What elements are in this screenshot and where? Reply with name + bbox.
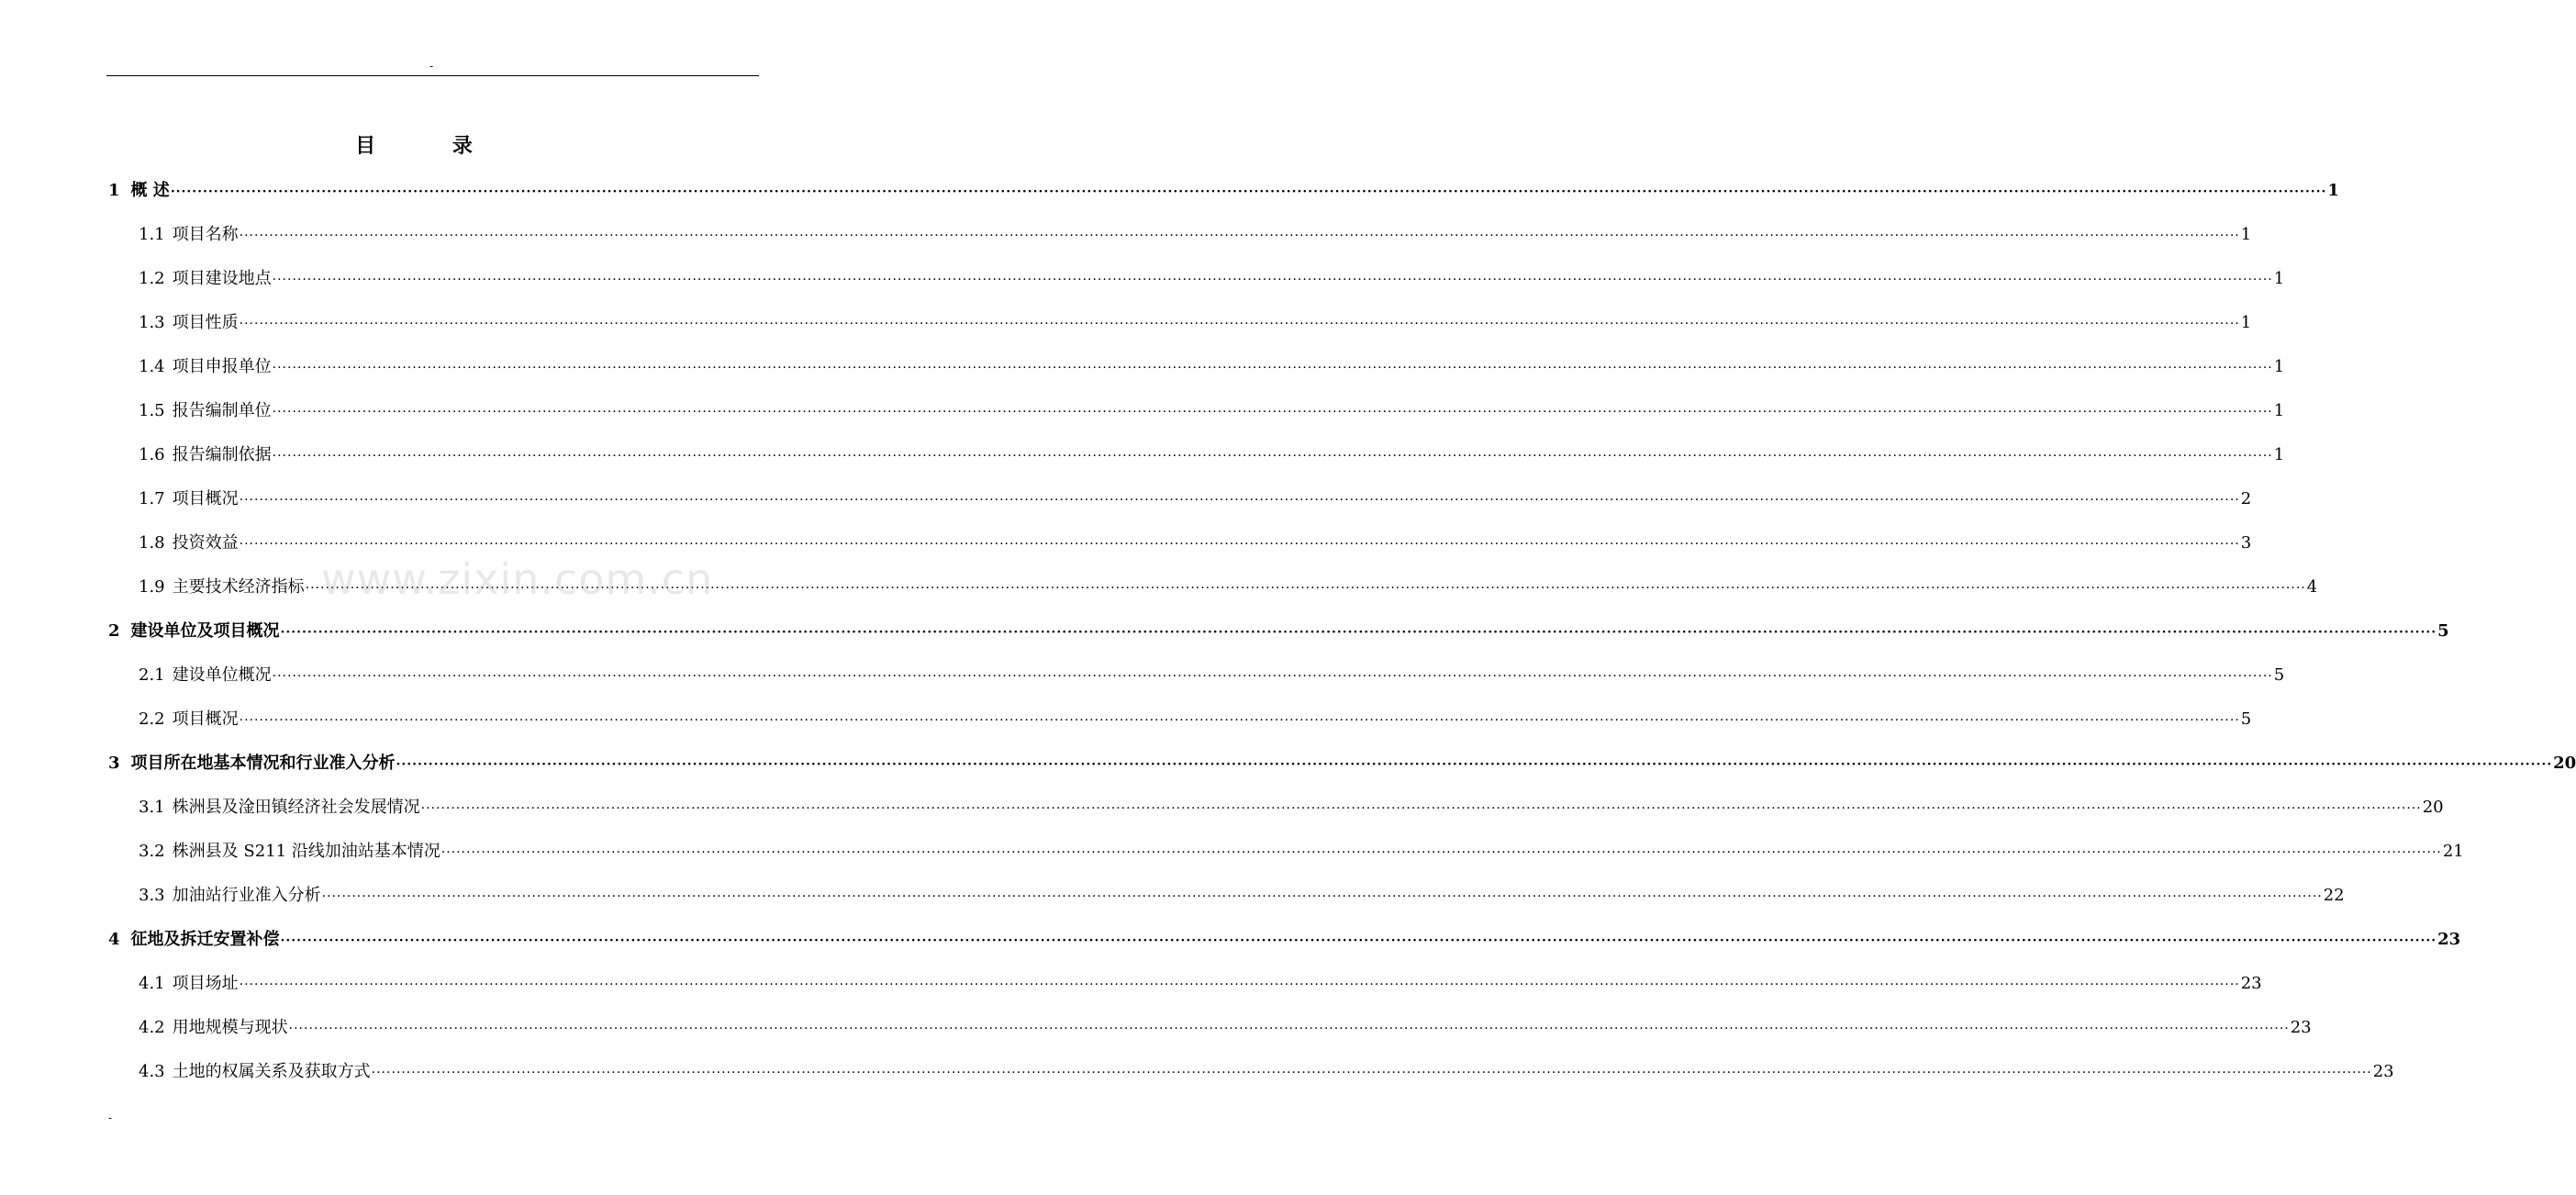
toc-dot-leader: ················································································································································································································································································································································································································ (170, 184, 2327, 199)
toc-entry-title (108, 180, 170, 202)
toc-entry-number: 1.3 (139, 313, 165, 332)
toc-entry-number: 2 (108, 621, 120, 641)
toc-dot-leader: ················································································································································································································································································································································································································ (272, 449, 2273, 463)
toc-dot-leader: ················································································································································································································································································································································································································ (396, 757, 2553, 772)
toc-page-number: 20 (2553, 754, 2576, 773)
toc-dot-leader: ················································································································································································································································································································································································································ (280, 625, 2437, 640)
toc-page-number: 2 (2240, 489, 2252, 508)
toc-entry-label: 加油站行业准入分析 (172, 886, 321, 905)
toc-page-number: 1 (2240, 313, 2252, 332)
toc-entry-title (139, 1017, 288, 1039)
toc-page-number: 23 (2240, 974, 2262, 993)
toc-page-number: 22 (2323, 886, 2345, 905)
toc-page-number: 23 (2290, 1018, 2312, 1037)
toc-entry-label: 主要技术经济指标 (172, 577, 305, 597)
toc-section-entry[interactable] (139, 1006, 2312, 1050)
toc-section-entry[interactable] (139, 389, 2285, 433)
toc-page-number: 1 (2273, 357, 2285, 376)
toc-entry-number: 3.1 (139, 798, 165, 817)
toc-section-entry[interactable] (139, 345, 2285, 389)
toc-entry-title (139, 268, 272, 290)
toc-entry-label: 建设单位概况 (172, 665, 272, 685)
toc-entry-label: 项目建设地点 (172, 269, 272, 288)
toc-dot-leader: ················································································································································································································································································································································································································ (239, 537, 2240, 552)
toc-entry-number: 1.7 (139, 489, 165, 508)
toc-entry-label: 项目性质 (172, 313, 239, 332)
toc-entry-label: 投资效益 (172, 533, 239, 553)
toc-page-number: 1 (2273, 401, 2285, 420)
toc-entry-number: 3.3 (139, 886, 165, 905)
toc-dot-leader: ················································································································································································································································································································································································································ (321, 889, 2323, 904)
toc-page-number: 21 (2442, 842, 2464, 861)
toc-entry-number: 2.1 (139, 665, 165, 685)
toc-entry-title (139, 841, 440, 863)
toc-entry-title (139, 973, 239, 995)
toc-entry-label: 株洲县及 S211 沿线加油站基本情况 (172, 842, 440, 861)
toc-chapter-entry[interactable] (108, 169, 2339, 213)
header-divider (106, 75, 759, 76)
toc-entry-title (139, 797, 420, 819)
toc-entry-label: 建设单位及项目概况 (130, 621, 280, 641)
toc-dot-leader: ················································································································································································································································································································································································································ (272, 273, 2273, 287)
toc-entry-title (139, 224, 239, 246)
toc-page-number: 1 (2240, 225, 2252, 244)
toc-entry-number: 1 (108, 181, 120, 200)
toc-section-entry[interactable] (139, 874, 2345, 918)
toc-section-entry[interactable] (139, 962, 2262, 1006)
toc-page-number: 4 (2306, 577, 2318, 597)
page-footer-mark: - (108, 1111, 113, 1124)
toc-page-number: 1 (2273, 445, 2285, 464)
toc-page-number: 23 (2437, 930, 2461, 949)
toc-dot-leader: ················································································································································································································································································································································································································ (239, 317, 2240, 331)
toc-section-entry[interactable] (139, 565, 2318, 609)
toc-section-entry[interactable] (139, 653, 2285, 698)
toc-entry-title (139, 488, 239, 510)
toc-entry-number: 4.1 (139, 974, 165, 993)
toc-page-number: 5 (2240, 709, 2252, 729)
toc-entry-label: 项目名称 (172, 225, 239, 244)
toc-page-number: 5 (2437, 621, 2449, 641)
toc-section-entry[interactable] (139, 1050, 2394, 1094)
toc-page-number: 1 (2273, 269, 2285, 288)
toc-entry-title (139, 444, 272, 466)
toc-dot-leader: ················································································································································································································································································································································································································ (305, 581, 2306, 596)
toc-dot-leader: ················································································································································································································································································································································································································ (280, 933, 2437, 948)
toc-entry-label: 株洲县及淦田镇经济社会发展情况 (172, 798, 420, 817)
toc-entry-number: 1.6 (139, 445, 165, 464)
toc-entry-number: 1.1 (139, 225, 165, 244)
toc-entry-title (139, 312, 239, 334)
toc-dot-leader: ················································································································································································································································································································································································································ (272, 669, 2273, 684)
toc-dot-leader: ················································································································································································································································································································································································································ (239, 977, 2240, 992)
toc-page-number: 5 (2273, 665, 2285, 685)
toc-entry-number: 4.3 (139, 1062, 165, 1081)
toc-page-number: 3 (2240, 533, 2252, 553)
toc-section-entry[interactable] (139, 257, 2285, 301)
toc-entry-title (139, 665, 272, 687)
toc-entry-title (139, 356, 272, 378)
toc-dot-leader: ················································································································································································································································································································································································································ (239, 713, 2240, 728)
toc-entry-label: 概 述 (130, 181, 170, 200)
toc-page-number: 23 (2372, 1062, 2394, 1081)
page-header-mark: - (429, 60, 434, 73)
toc-entry-number: 1.5 (139, 401, 165, 420)
toc-entry-label: 项目所在地基本情况和行业准入分析 (130, 754, 396, 773)
toc-chapter-entry[interactable] (108, 918, 2461, 962)
page-title: 目 录 (355, 135, 507, 158)
toc-entry-label: 土地的权属关系及获取方式 (172, 1062, 371, 1081)
toc-entry-number: 1.8 (139, 533, 165, 553)
toc-entry-number: 4 (108, 930, 120, 949)
toc-entry-label: 项目概况 (172, 709, 239, 729)
toc-entry-number: 1.2 (139, 269, 165, 288)
toc-dot-leader: ················································································································································································································································································································································································································ (440, 845, 2442, 860)
toc-entry-title (139, 709, 239, 731)
toc-dot-leader: ················································································································································································································································································································································································································ (371, 1066, 2372, 1080)
toc-dot-leader: ················································································································································································································································································································································································································ (239, 493, 2240, 508)
toc-dot-leader: ················································································································································································································································································································································································································ (272, 361, 2273, 375)
toc-page-number: 1 (2327, 181, 2339, 200)
toc-entry-number: 1.4 (139, 357, 165, 376)
toc-page-number: 20 (2422, 798, 2444, 817)
toc-entry-number: 3.2 (139, 842, 165, 861)
toc-entry-title (139, 885, 321, 907)
toc-entry-label: 报告编制单位 (172, 401, 272, 420)
toc-entry-label: 报告编制依据 (172, 445, 272, 464)
toc-entry-title (139, 1061, 371, 1083)
toc-dot-leader: ················································································································································································································································································································································································································ (239, 229, 2240, 243)
toc-chapter-entry[interactable] (108, 742, 2576, 786)
toc-section-entry[interactable] (139, 477, 2252, 521)
toc-entry-number: 3 (108, 754, 120, 773)
toc-entry-title (108, 620, 280, 642)
toc-section-entry[interactable] (139, 521, 2252, 565)
toc-section-entry[interactable] (139, 698, 2252, 742)
toc-entry-label: 用地规模与现状 (172, 1018, 288, 1037)
watermark: www.zixin.com.cn (321, 554, 714, 604)
toc-entry-title (108, 929, 280, 951)
toc-section-entry[interactable] (139, 433, 2285, 477)
toc-entry-title (108, 753, 396, 775)
toc-entry-label: 征地及拆迁安置补偿 (130, 930, 280, 949)
toc-section-entry[interactable] (139, 301, 2252, 345)
toc-dot-leader: ················································································································································································································································································································································································································ (420, 801, 2422, 816)
toc-chapter-entry[interactable] (108, 609, 2449, 653)
toc-entry-number: 1.9 (139, 577, 165, 597)
toc-section-entry[interactable] (139, 213, 2252, 257)
toc-entry-label: 项目申报单位 (172, 357, 272, 376)
toc-entry-number: 2.2 (139, 709, 165, 729)
toc-entry-label: 项目场址 (172, 974, 239, 993)
toc-entry-number: 4.2 (139, 1018, 165, 1037)
toc-entry-title (139, 532, 239, 554)
toc-entry-label: 项目概况 (172, 489, 239, 508)
toc-dot-leader: ················································································································································································································································································································································································································ (288, 1022, 2290, 1036)
toc-section-entry[interactable] (139, 830, 2464, 874)
toc-entry-title (139, 400, 272, 422)
toc-entry-title (139, 576, 305, 598)
toc-section-entry[interactable] (139, 786, 2444, 830)
toc-dot-leader: ················································································································································································································································································································································································································ (272, 405, 2273, 419)
